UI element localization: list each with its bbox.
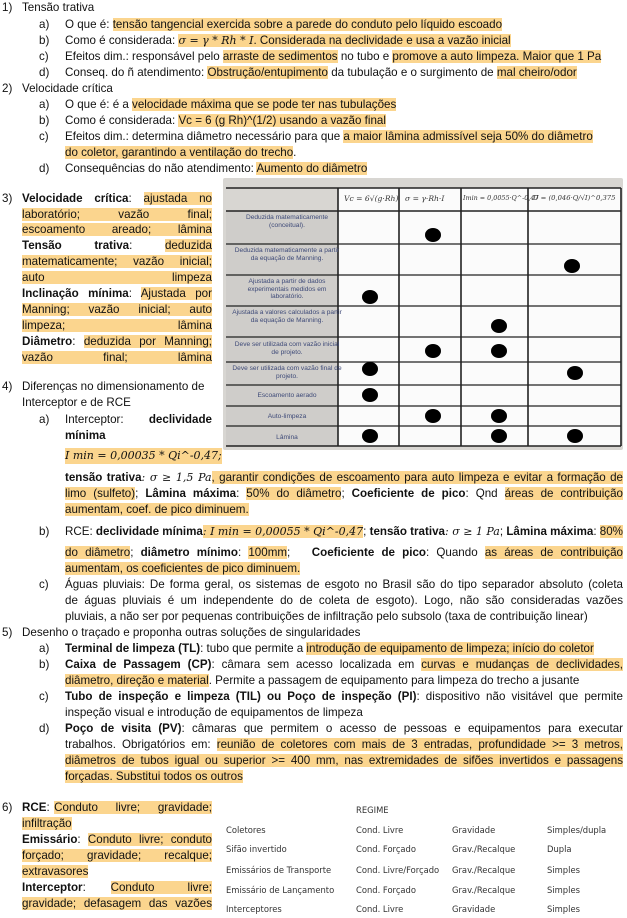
criteria-mark <box>425 344 441 358</box>
s3-line: Velocidade crítica: ajustada no <box>22 192 212 205</box>
regime-cell: Simples <box>547 865 580 875</box>
criteria-row-label: Auto-limpeza <box>267 413 307 420</box>
criteria-row-label: Deduzida matematicamente (conceitual). <box>245 214 329 229</box>
criteria-row-label: Ajustada a valores calculados a partir da equação de Manning. <box>232 309 342 324</box>
sub-letter: a) <box>39 98 50 111</box>
s6-line: RCE: Conduto livre; gravidade; <box>22 801 212 814</box>
regime-cell: Emissário de Lançamento <box>226 885 335 895</box>
sub-letter: c) <box>39 50 49 63</box>
s6-line: gravidade; defasagem das vazões <box>22 897 212 910</box>
criteria-mark <box>491 319 507 333</box>
line-1a: O que é: tensão tangencial exercida sobre a parede do conduto pelo líquido escoado <box>65 18 503 31</box>
criteria-table-image <box>223 178 623 450</box>
sub-letter: a) <box>39 642 50 655</box>
criteria-mark <box>362 290 378 304</box>
line-5c: inspeção visual e introdução de equipamentos de limpeza <box>65 706 363 719</box>
s3-line: Manning; vazão inicial; auto <box>22 303 212 316</box>
sub-letter: b) <box>39 114 50 127</box>
criteria-header: Imin = 0,0055·Q^-0,47 <box>463 194 539 202</box>
s3-line: auto limpeza <box>22 271 212 284</box>
line-1b: Como é considerada: σ = γ * Rh * I. Considerada na declividade e usa a vazão inicial <box>65 34 511 47</box>
s6-line: Interceptor: Conduto livre; <box>22 881 213 894</box>
regime-cell: Cond. Livre <box>356 825 404 835</box>
regime-cell: Cond. Forçado <box>356 885 416 895</box>
line-4b-body: do diâmetro; diâmetro mínimo: 100mm; Coeficiente de pico: Quando as áreas de contribuição <box>65 546 623 559</box>
line-5d: trabalhos. Obrigatórios em: reunião de coletores com mais de 3 entradas, profundidade >= 3 metros, <box>65 738 623 751</box>
criteria-row-label: Ajustada a partir de dados experimentais medidos em laboratório. <box>247 278 327 301</box>
regime-cell: Sifão invertido <box>226 844 287 854</box>
line-2b: Como é considerada: Vc = 6 (g Rh)^(1/2) usando a vazão final <box>65 114 386 127</box>
formula-interceptor: I min = 0,00035 * Qi^-0,47; <box>65 449 222 462</box>
line-2c: Efeitos dim.: determina diâmetro necessário para que a maior lâmina admissível seja 50% do diâmetro <box>65 130 593 143</box>
section-title: Desenho o traçado e proponha outras soluções de singularidades <box>22 626 361 639</box>
line-5c: Tubo de inspeção e limpeza (TIL) ou Poço de inspeção (PI): dispositivo não visitável que permite <box>65 690 623 703</box>
line-4a: Interceptor: <box>65 413 124 426</box>
line-4b-body: aumentam, os coeficientes de pico diminuem. <box>65 562 301 575</box>
regime-cell: Grav./Recalque <box>452 885 516 895</box>
item-number: 1) <box>2 1 13 14</box>
line-4a-bold: mínima <box>65 429 106 442</box>
sub-letter: c) <box>39 690 49 703</box>
criteria-header: Vc = 6√(g·Rh) <box>344 194 399 203</box>
line-5b: Caixa de Passagem (CP): câmara sem acesso localizada em curvas e mudanças de declividades, <box>65 658 623 671</box>
line-4c: de águas pluviais é um independente do de coleta de esgoto). Logo, não são consideradas vazões <box>65 594 623 607</box>
criteria-mark <box>425 228 441 242</box>
criteria-header: σ = γ·Rh·I <box>405 194 445 203</box>
regime-cell: Simples <box>547 885 580 895</box>
section-title: Tensão trativa <box>22 1 95 14</box>
regime-cell: Simples/dupla <box>547 825 607 835</box>
regime-cell: Dupla <box>547 844 572 854</box>
criteria-row-label: Lâmina <box>276 434 298 441</box>
regime-cell: Gravidade <box>452 825 496 835</box>
regime-cell: Coletores <box>226 825 266 835</box>
sub-letter: a) <box>39 18 50 31</box>
sub-letter: c) <box>39 130 49 143</box>
criteria-mark <box>362 362 378 376</box>
item-number: 2) <box>2 82 13 95</box>
criteria-mark <box>491 429 507 443</box>
regime-cell: Cond. Forçado <box>356 844 416 854</box>
section-title-cont: Interceptor e de RCE <box>22 396 131 409</box>
line-4a-body: tensão trativa: σ ≥ 1,5 Pa, garantir condições de escoamento para auto limpeza e evitar a formação de <box>65 471 623 484</box>
line-5d: forçadas. Substitui todos os outros <box>65 770 243 783</box>
regime-cell: Grav./Recalque <box>452 844 516 854</box>
sub-letter: b) <box>39 34 50 47</box>
criteria-row-label: Deduzida matematicamente a partir da equação de Manning. <box>234 247 340 262</box>
regime-cell: Emissários de Transporte <box>226 865 332 875</box>
s3-line: Inclinação mínima: Ajustada por <box>22 287 212 300</box>
sub-letter: d) <box>39 162 50 175</box>
s6-line: forçado; gravidade; recalque; <box>22 849 212 862</box>
s6-line: Emissário: Conduto livre; conduto <box>22 833 212 846</box>
item-number: 4) <box>2 380 13 393</box>
item-number: 6) <box>2 801 13 814</box>
regime-cell: Cond. Livre/Forçado <box>356 865 440 875</box>
sub-letter: d) <box>39 722 50 735</box>
s3-line: matematicamente; vazão inicial; <box>22 255 212 268</box>
s6-line: infiltração <box>22 817 72 830</box>
criteria-row-label: Deve ser utilizada com vazão final de projeto. <box>232 365 342 380</box>
sub-letter: d) <box>39 66 50 79</box>
criteria-mark <box>491 344 507 358</box>
criteria-mark <box>567 429 583 443</box>
criteria-row-label: Escoamento aerado <box>257 392 317 399</box>
line-5d: Poço de visita (PV): câmaras que permitem o acesso de pessoas e equipamentos para executar <box>65 722 624 735</box>
sub-letter: b) <box>39 658 50 671</box>
line-1c: Efeitos dim.: responsável pelo arraste de sedimentos no tubo e promove a auto limpeza. Maior que 1 Pa <box>65 50 602 63</box>
s3-line: laboratório; vazão final; <box>22 208 212 221</box>
criteria-mark <box>564 259 580 273</box>
criteria-mark <box>567 366 583 380</box>
criteria-mark <box>491 409 507 423</box>
line-4c: Águas pluviais: De forma geral, os sistemas de esgoto no Brasil são do tipo separador absoluto (coleta <box>65 578 623 591</box>
regime-cell: Cond. Livre <box>356 904 404 914</box>
line-5b: diâmetro, direção e material. Permite a passagem de equipamento para limpeza do trecho a jusante <box>65 674 580 687</box>
line-2d: Consequências do não atendimento: Aumento do diâmetro <box>65 162 368 175</box>
regime-title: REGIME <box>356 805 389 815</box>
regime-cell: Grav./Recalque <box>452 865 516 875</box>
regime-cell: Simples <box>547 904 580 914</box>
criteria-mark <box>425 409 441 423</box>
criteria-header: D = (0,046·Q/√I)^0,375 <box>533 194 616 202</box>
line-4c: pluviais, a não ser por pequenas contribuições de infiltração pelo subsolo (taxa de contribuição linear) <box>65 610 588 623</box>
sub-letter: a) <box>39 413 50 426</box>
s6-line: extravasores <box>22 865 89 878</box>
criteria-row-label: Deve ser utilizada com vazão inicial de projeto. <box>234 341 340 356</box>
section-title: Velocidade crítica <box>22 82 113 95</box>
line-1d: Conseq. do ñ atendimento: Obstrução/entupimento da tubulação e o surgimento de mal cheiro/odor <box>65 66 577 79</box>
item-number: 3) <box>2 192 13 205</box>
s3-line: Diâmetro: deduzida por Manning; <box>22 335 212 348</box>
s3-line: vazão final; lâmina <box>22 351 212 364</box>
criteria-mark <box>362 429 378 443</box>
s3-line: limpeza; lâmina <box>22 319 212 332</box>
regime-cell: Interceptores <box>226 904 282 914</box>
item-number: 5) <box>2 626 13 639</box>
s3-line: escoamento areado; lâmina <box>22 223 212 236</box>
criteria-mark <box>362 388 378 402</box>
sub-letter: c) <box>39 578 49 591</box>
line-2a: O que é: é a velocidade máxima que se pode ter nas tubulações <box>65 98 397 111</box>
line-4a-body: aumentam, coef. de pico diminuem. <box>65 503 249 516</box>
regime-cell: Gravidade <box>452 904 496 914</box>
line-5a: Terminal de limpeza (TL): tubo que permite a introdução de equipamento de limpeza; início do coletor <box>65 642 594 655</box>
section-title: Diferenças no dimensionamento de <box>22 380 205 393</box>
s3-line: Tensão trativa: deduzida <box>22 239 212 252</box>
line-4a-body: limo (sulfeto); Lâmina máxima: 50% do diâmetro; Coeficiente de pico: Qnd áreas de contribuição <box>65 487 623 500</box>
sub-letter: b) <box>39 525 50 538</box>
line-4a-bold: declividade <box>148 413 212 426</box>
line-2c-cont: do coletor, garantindo a ventilação do trecho. <box>65 146 297 159</box>
line-4b: RCE: declividade mínima: I min = 0,00055 * Qi^-0,47; tensão trativa: σ ≥ 1 Pa; Lâmina máxima: 80% <box>65 525 623 538</box>
line-5d: diâmetros de tubos igual ou superior >= 400 mm, nas extremidades de sifões invertidos e passagens <box>65 754 623 767</box>
